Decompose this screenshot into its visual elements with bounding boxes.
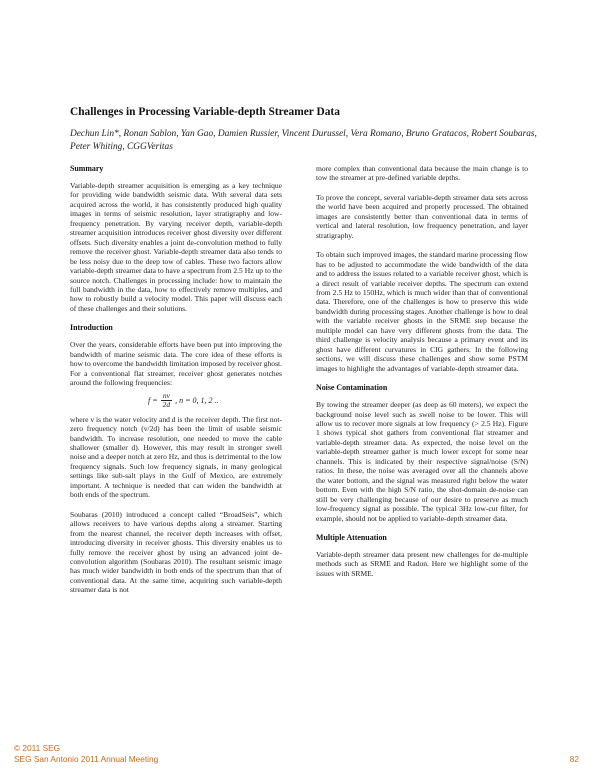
paper-title: Challenges in Processing Variable-depth Streamer Data: [70, 106, 340, 118]
formula-numerator: nv: [162, 390, 170, 400]
noise-heading: Noise Contamination: [316, 383, 388, 393]
right-paragraph-1: more complex than conventional data because the main change is to tow the streamer at pre-defined variable depths.: [316, 164, 528, 183]
introduction-heading: Introduction: [70, 323, 113, 333]
right-column: [316, 164, 528, 588]
multiple-heading: Multiple Attenuation: [316, 532, 387, 542]
summary-heading: Summary: [70, 164, 104, 173]
right-paragraph-3: To obtain such improved images, the standard marine processing flow has to be adjusted to accommodate the wide bandwidth of the data and to address the issues related to a variable receiver ghost, which is a direct result of variable receiver depths. The spectrum can extend from 2.5 Hz to 150Hz, which is much wider than that of conventional data. Therefore, one of the challenges is how to preserve this wide bandwidth during processing stages. Another challenge is how to deal with the variable receiver ghosts in the SRME step because the multiple model can have very different ghosts from the data. The third challenge is velocity analysis because a primary event and its ghost have different curvatures in CIG gathers. In the following sections, we will discuss these challenges and show some PSTM images to highlight the advantages of variable-depth streamer data.: [316, 250, 528, 373]
footer: [14, 743, 158, 764]
page-number: 82: [569, 754, 579, 764]
notch-frequency-formula: [70, 390, 282, 412]
formula-fraction: [161, 392, 173, 410]
introduction-paragraph-1: Over the years, considerable efforts have been put into improving the bandwidth of marine seismic data. The core idea of these efforts is how to overcome the bandwidth limitation imposed by receiver ghost. For a conventional flat streamer, receiver ghost generates notches around the following frequencies:: [70, 340, 282, 388]
formula-denominator: 2d: [162, 400, 171, 410]
formula-rhs: , n = 0, 1, 2 ..: [175, 395, 219, 405]
left-column: [70, 164, 282, 605]
introduction-paragraph-3: Soubaras (2010) introduced a concept called “BroadSeis”, which allows receivers to have various depths along a streamer. Starting from the nearest channel, the receiver depth increases with offset, introducing diversity in receiver ghosts. This diversity enables us to fully remove the receiver ghost by using an advanced joint de-convolution algorithm (Soubaras 2010). The resultant seismic image has much wider bandwidth in both ends of the spectrum than that of conventional data. At the same time, acquiring such variable-depth streamer data is not: [70, 509, 282, 595]
footer-copyright: © 2011 SEG: [14, 743, 61, 753]
noise-paragraph: By towing the streamer deeper (as deep as 60 meters), we expect the background noise level such as swell noise to be lower. This will allow us to recover more signals at low frequency (> 2.5 Hz). Figure 1 shows typical shot gathers from conventional flat streamer and variable-depth streamer data. As expected, the noise level on the variable-depth streamer gather is much lower except for some near channels. This is indicated by their respective signal/noise (S/N) ratios. In these, the noise was averaged over all the channels above the water bottom, and the signal was measured right below the water bottom. Even with the high S/N ratio, the shot-domain de-noise can still be very challenging because of our desire to preserve as much low-frequency signal as possible. The typical 3Hz low-cut filter, for example, should not be applied to variable-depth streamer data.: [316, 400, 528, 523]
author-list: Dechun Lin*, Ronan Sablon, Yan Gao, Damien Russier, Vincent Durussel, Vera Romano, Bruno Gratacos, Robert Soubaras, Peter Whiting, CGGVeritas: [70, 129, 537, 152]
introduction-paragraph-2: where v is the water velocity and d is the receiver depth. The first not-zero frequency notch (v/2d) has been the limit of usable seismic bandwidth. To increase resolution, one needed to move the cable shallower (smaller d). However, this may result in stronger swell noise and a deeper notch at zero Hz, and thus is detrimental to the low frequency signals. Such low frequency signals, in many geological settings like sub-salt plays in the Gulf of Mexico, are extremely important. A technique is needed that can widen the bandwidth at both ends of the spectrum.: [70, 414, 282, 500]
footer-meeting: SEG San Antonio 2011 Annual Meeting: [14, 753, 159, 764]
multiple-paragraph: Variable-depth streamer data present new challenges for de-multiple methods such as SRME and Radon. Here we highlight some of the issues with SRME.: [316, 549, 528, 578]
formula-lhs: f =: [148, 395, 158, 405]
right-paragraph-2: To prove the concept, several variable-depth streamer data sets across the world have been acquired and properly processed. The obtained images are consistently better than conventional data in terms of vertical and lateral resolution, low frequency penetration, and layer stratigraphy.: [316, 192, 528, 240]
summary-paragraph: Variable-depth streamer acquisition is emerging as a key technique for providing wide bandwidth seismic data. With several data sets acquired across the world, it has consistently produced high quality images in terms of seismic resolution, layer stratigraphy and low-frequency penetration. By varying receiver depth, variable-depth streamer acquisition introduces receiver ghost diversity over different offsets. Such diversity enables a joint de-convolution method to fully remove the receiver ghost. Variable-depth streamer data also tends to be less noisy due to the deep tow of cables. These two factors allow variable-depth streamer data to have a spectrum from 2.5 Hz up to the source notch. Challenges in processing include: how to maintain the full bandwidth in the data, how to effectively remove multiples, and how to robustly build a velocity model. This paper will discuss each of these challenges and their solutions.: [70, 181, 282, 313]
